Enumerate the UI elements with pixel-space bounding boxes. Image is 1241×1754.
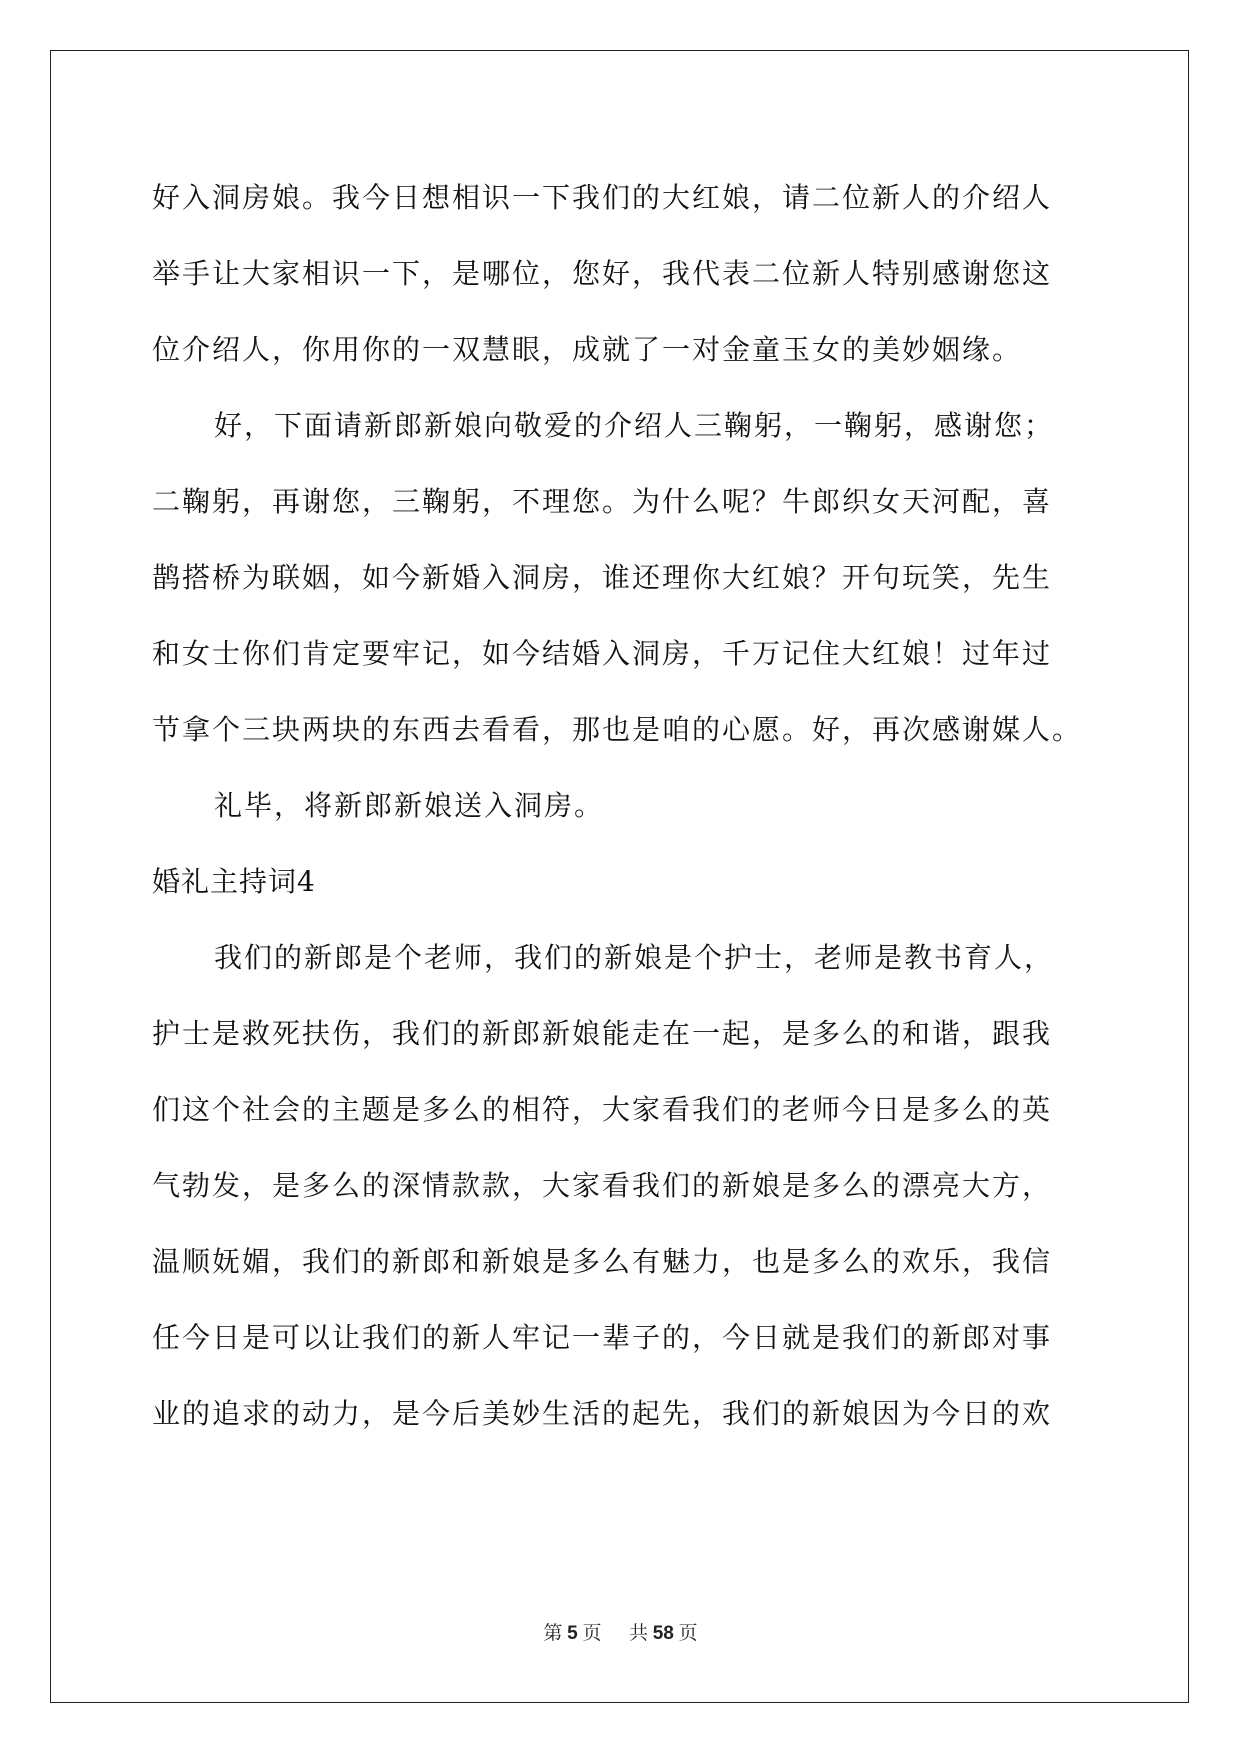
text-line: 和女士你们肯定要牢记，如今结婚入洞房，千万记住大红娘！过年过: [152, 637, 1053, 670]
page-footer: [0, 1618, 1241, 1645]
text-line: 好，下面请新郎新娘向敬爱的介绍人三鞠躬，一鞠躬，感谢您；: [214, 409, 1055, 442]
paragraph: [152, 160, 1092, 388]
text-line: 二鞠躬，再谢您，三鞠躬，不理您。为什么呢？牛郎织女天河配，喜: [152, 485, 1053, 518]
paragraph: [152, 920, 1092, 1452]
document-body: [152, 160, 1092, 1452]
text-line: 节拿个三块两块的东西去看看，那也是咱的心愿。好，再次感谢媒人。: [152, 713, 1083, 746]
total-suffix: 页: [678, 1623, 698, 1644]
text-line: 鹊搭桥为联姻，如今新婚入洞房，谁还理你大红娘？开句玩笑，先生: [152, 561, 1053, 594]
text-line: 护士是救死扶伤，我们的新郎新娘能走在一起，是多么的和谐，跟我: [152, 1017, 1053, 1050]
total-indicator: [629, 1618, 698, 1645]
text-line: 好入洞房娘。我今日想相识一下我们的大红娘，请二位新人的介绍人: [152, 181, 1053, 214]
total-prefix: 共: [628, 1623, 648, 1644]
total-pages: 58: [652, 1623, 674, 1644]
page-prefix: 第: [543, 1623, 563, 1644]
text-line: 任今日是可以让我们的新人牢记一辈子的，今日就是我们的新郎对事: [152, 1321, 1053, 1354]
page-suffix: 页: [582, 1623, 602, 1644]
text-line: 们这个社会的主题是多么的相符，大家看我们的老师今日是多么的英: [152, 1093, 1053, 1126]
section-heading: 婚礼主持词4: [152, 865, 316, 898]
text-line: 举手让大家相识一下，是哪位，您好，我代表二位新人特别感谢您这: [152, 257, 1053, 290]
text-line: 位介绍人，你用你的一双慧眼，成就了一对金童玉女的美妙姻缘。: [152, 333, 1023, 366]
text-line: 温顺妩媚，我们的新郎和新娘是多么有魅力，也是多么的欢乐，我信: [152, 1245, 1053, 1278]
text-line: 业的追求的动力，是今后美妙生活的起先，我们的新娘因为今日的欢: [152, 1397, 1053, 1430]
page-number: 5: [567, 1623, 578, 1644]
paragraph: [152, 768, 1092, 844]
paragraph: [152, 388, 1092, 768]
text-line: 我们的新郎是个老师，我们的新娘是个护士，老师是教书育人，: [214, 941, 1055, 974]
text-line: 礼毕，将新郎新娘送入洞房。: [214, 789, 605, 822]
page-indicator: [543, 1618, 601, 1645]
text-line: 气勃发，是多么的深情款款，大家看我们的新娘是多么的漂亮大方，: [152, 1169, 1053, 1202]
